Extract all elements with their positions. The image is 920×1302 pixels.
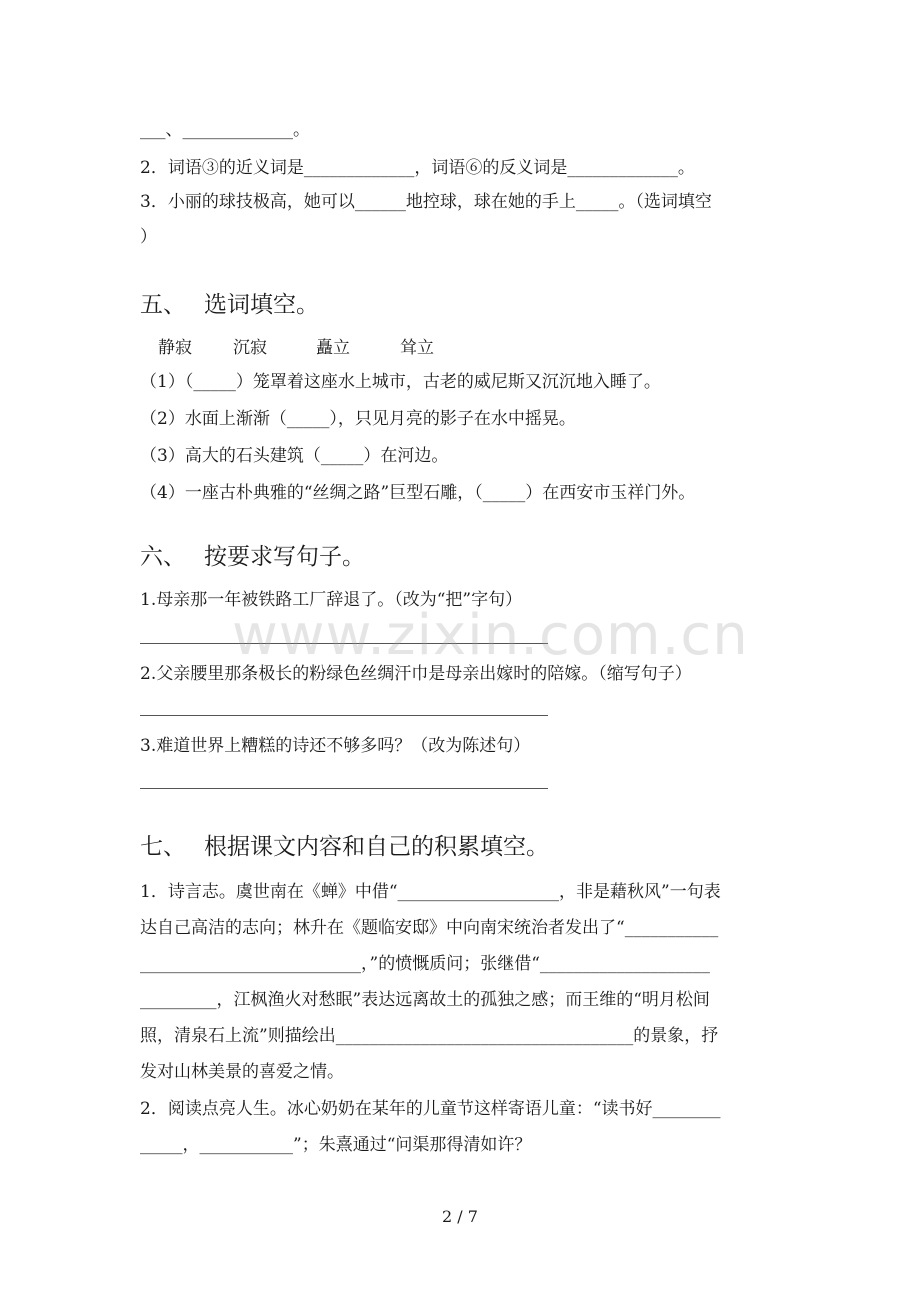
word-option-3: 矗立 [316,338,350,358]
section-6-heading [140,542,365,572]
page-number: 2 / 7 [442,1207,478,1226]
word-option-1: 静寂 [158,338,192,358]
section-5-item-2: （2）水面上渐渐（_____），只见月亮的影子在水中摇晃。 [140,409,576,429]
section-7-line-4: _________，江枫渔火对愁眠”表达远离故土的孤独之感；而王维的“明月松间 [140,990,710,1010]
section-7-heading [140,832,549,862]
section-7-title: 根据课文内容和自己的积累填空。 [204,834,549,860]
section-7-line-5: 照，清泉石上流”则描绘出___________________________________的景象，抒 [140,1026,719,1046]
section-5-item-4: （4）一座古朴典雅的“丝绸之路”巨型石雕，（_____）在西安市玉祥门外。 [140,483,696,503]
question-3-end: ） [140,227,157,247]
question-3: 3．小丽的球技极高，她可以______地控球，球在她的手上_____。（选词填空 [140,192,712,212]
section-7-line-1: 1．诗言志。虞世南在《蝉》中借“___________________，非是藉秋风”一句表 [140,882,721,902]
section-5-item-1: （1）（_____）笼罩着这座水上城市，古老的威尼斯又沉沉地入睡了。 [140,372,661,392]
section-6-item-3: 3.难道世界上糟糕的诗还不够多吗？（改为陈述句） [140,736,531,756]
section-7-line-8: _____，___________”；朱熹通过“问渠那得清如许？ [140,1135,532,1155]
section-7-line-3: __________________________，”的愤慨质问；张继借“____________________ [140,954,710,974]
section-5-heading [140,290,319,320]
section-6-number: 六、 [140,544,186,570]
word-option-2: 沉寂 [233,338,267,358]
section-5-item-3: （3）高大的石头建筑（_____）在河边。 [140,446,449,466]
section-7-line-6: 发对山林美景的喜爱之情。 [140,1062,344,1082]
section-7-line-7: 2．阅读点亮人生。冰心奶奶在某年的儿童节这样寄语儿童：“读书好________ [140,1099,721,1119]
section-5-number: 五、 [140,292,186,318]
answer-line-3 [140,788,548,789]
section-6-title: 按要求写句子。 [204,544,365,570]
word-option-4: 耸立 [400,338,434,358]
continuation-line-1: ___、_____________。 [140,120,310,140]
answer-line-2 [140,715,548,716]
section-6-item-2: 2.父亲腰里那条极长的粉绿色丝绸汗巾是母亲出嫁时的陪嫁。（缩写句子） [140,664,692,684]
section-5-title: 选词填空。 [204,292,319,318]
watermark: www.zixin.com.cn [232,603,749,668]
section-7-number: 七、 [140,834,186,860]
section-6-item-1: 1.母亲那一年被铁路工厂辞退了。（改为“把”字句） [140,590,523,610]
question-2: 2．词语③的近义词是_____________，词语⑥的反义词是_____________。 [140,158,695,178]
section-7-line-2: 达自己高洁的志向；林升在《题临安邸》中向南宋统治者发出了“___________ [140,918,719,938]
